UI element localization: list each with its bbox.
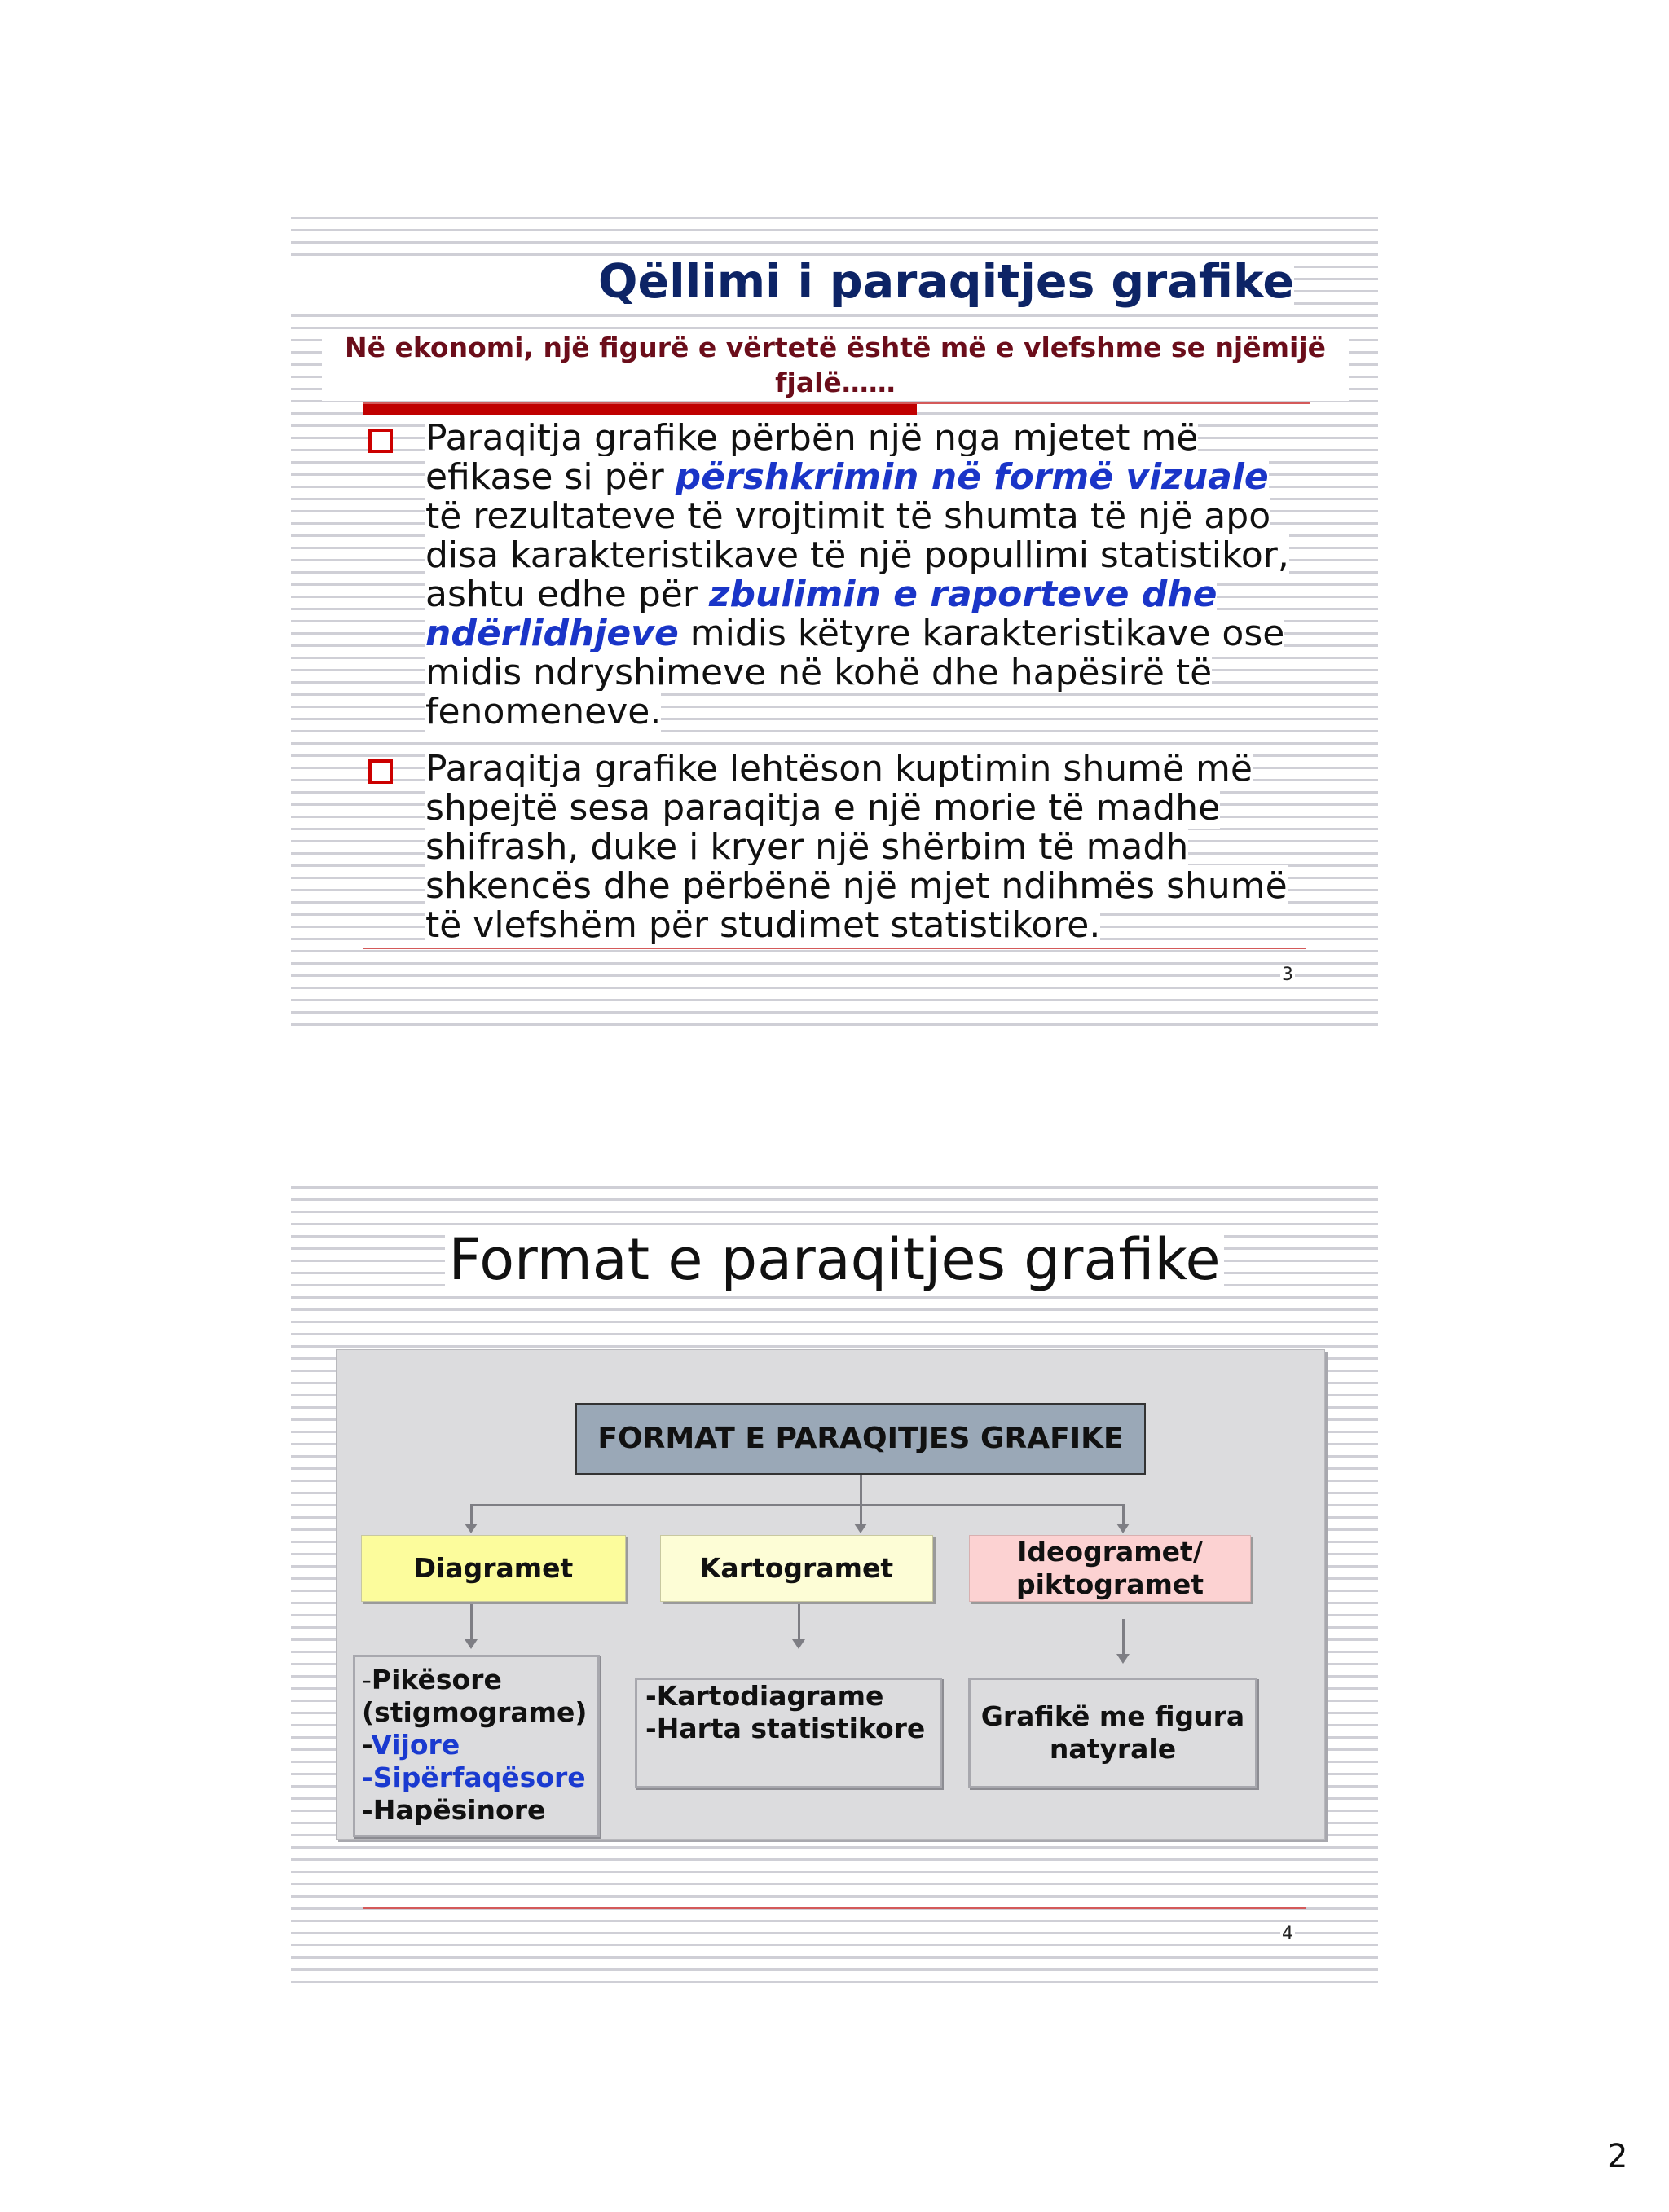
list-item — [368, 750, 1314, 945]
connector-line — [470, 1504, 1125, 1506]
leaf-text: - — [362, 1729, 372, 1761]
leaf-line: natyrale — [1049, 1733, 1177, 1765]
slide-3 — [291, 217, 1378, 1031]
connector-line — [860, 1504, 862, 1525]
node-kartogramet: Kartogramet — [660, 1535, 933, 1602]
arrow-down-icon — [792, 1639, 805, 1649]
connector-line — [470, 1603, 473, 1641]
accent-bar — [363, 404, 917, 415]
connector-line — [1122, 1504, 1125, 1525]
text-run: Paraqitja grafike përbën një nga mjetet më efikase si për — [425, 417, 1199, 498]
node-ideogramet — [969, 1535, 1251, 1602]
slide-title-text: Format e paraqitjes grafike — [445, 1226, 1223, 1293]
leaf-line: Grafikë me figura — [980, 1700, 1245, 1733]
bullet-text: Paraqitja grafike lehtëson kuptimin shumë më shpejtë sesa paraqitja e një morie të madhe shifrash, duke i kryer një shërbim të madh shkencës dhe përbënë një mjet ndihmës shumë të vlefshëm për studimet statistikore. — [425, 748, 1288, 946]
arrow-down-icon — [465, 1639, 478, 1649]
node-diagramet: Diagramet — [361, 1535, 626, 1602]
leaf-line: -Kartodiagrame — [645, 1680, 884, 1712]
slide-title — [291, 1225, 1378, 1294]
footer-line — [363, 948, 1306, 949]
leaf-text: Pikësore — [371, 1664, 502, 1695]
slide-page-number: 3 — [1282, 965, 1293, 985]
leaf-line: -Hapësinore — [362, 1794, 546, 1826]
leaf-line — [362, 1729, 460, 1761]
square-bullet-icon — [368, 759, 393, 784]
document-page-number: 2 — [1607, 2138, 1628, 2175]
arrow-down-icon — [1116, 1654, 1130, 1664]
slide-subtitle: Në ekonomi, një figurë e vërtetë është më e vlefshme se njëmijë fjalë…… — [322, 331, 1349, 401]
square-bullet-icon — [368, 429, 393, 453]
leaf-line: -Pikësore — [362, 1664, 502, 1695]
root-node: FORMAT E PARAQITJES GRAFIKE — [575, 1403, 1146, 1475]
emphasis-text: zbulimin e raporteve dhe ndërlidhjeve — [425, 574, 1218, 654]
leaf-line: -Sipërfaqësore — [362, 1761, 586, 1793]
leaf-line: -Harta statistikore — [645, 1712, 926, 1744]
node-label-line: Ideogramet/ — [1017, 1536, 1203, 1568]
footer-line — [363, 1907, 1306, 1909]
leaf-diagramet-types — [353, 1655, 600, 1837]
bullet-text — [425, 417, 1289, 732]
connector-line — [860, 1475, 862, 1506]
list-item — [368, 419, 1314, 732]
slide-title: Qëllimi i paraqitjes grafike — [291, 256, 1294, 310]
emphasis-text: përshkrimin në formë vizuale — [675, 456, 1269, 498]
leaf-line: (stigmograme) — [362, 1696, 588, 1728]
bullet-list — [368, 419, 1314, 963]
leaf-ideogramet-types — [968, 1678, 1257, 1788]
leaf-text: Vijore — [371, 1729, 460, 1761]
slide-4 — [291, 1186, 1378, 1989]
text-run: të rezultateve të vrojtimit të shumta të një apo disa karakteristikave të një popullimi statistikor, ashtu edhe për — [425, 495, 1289, 615]
connector-line — [1122, 1619, 1125, 1656]
node-label-line: piktogramet — [1015, 1568, 1204, 1600]
connector-line — [798, 1603, 800, 1641]
arrow-down-icon — [465, 1524, 478, 1533]
slide-page-number: 4 — [1282, 1924, 1293, 1944]
org-chart — [336, 1349, 1325, 1840]
text-run: midis këtyre karakteristikave ose midis ndryshimeve në kohë dhe hapësirë të fenomeneve. — [425, 613, 1285, 732]
arrow-down-icon — [854, 1524, 867, 1533]
connector-line — [470, 1504, 473, 1525]
arrow-down-icon — [1116, 1524, 1130, 1533]
leaf-kartogramet-types — [635, 1678, 942, 1788]
